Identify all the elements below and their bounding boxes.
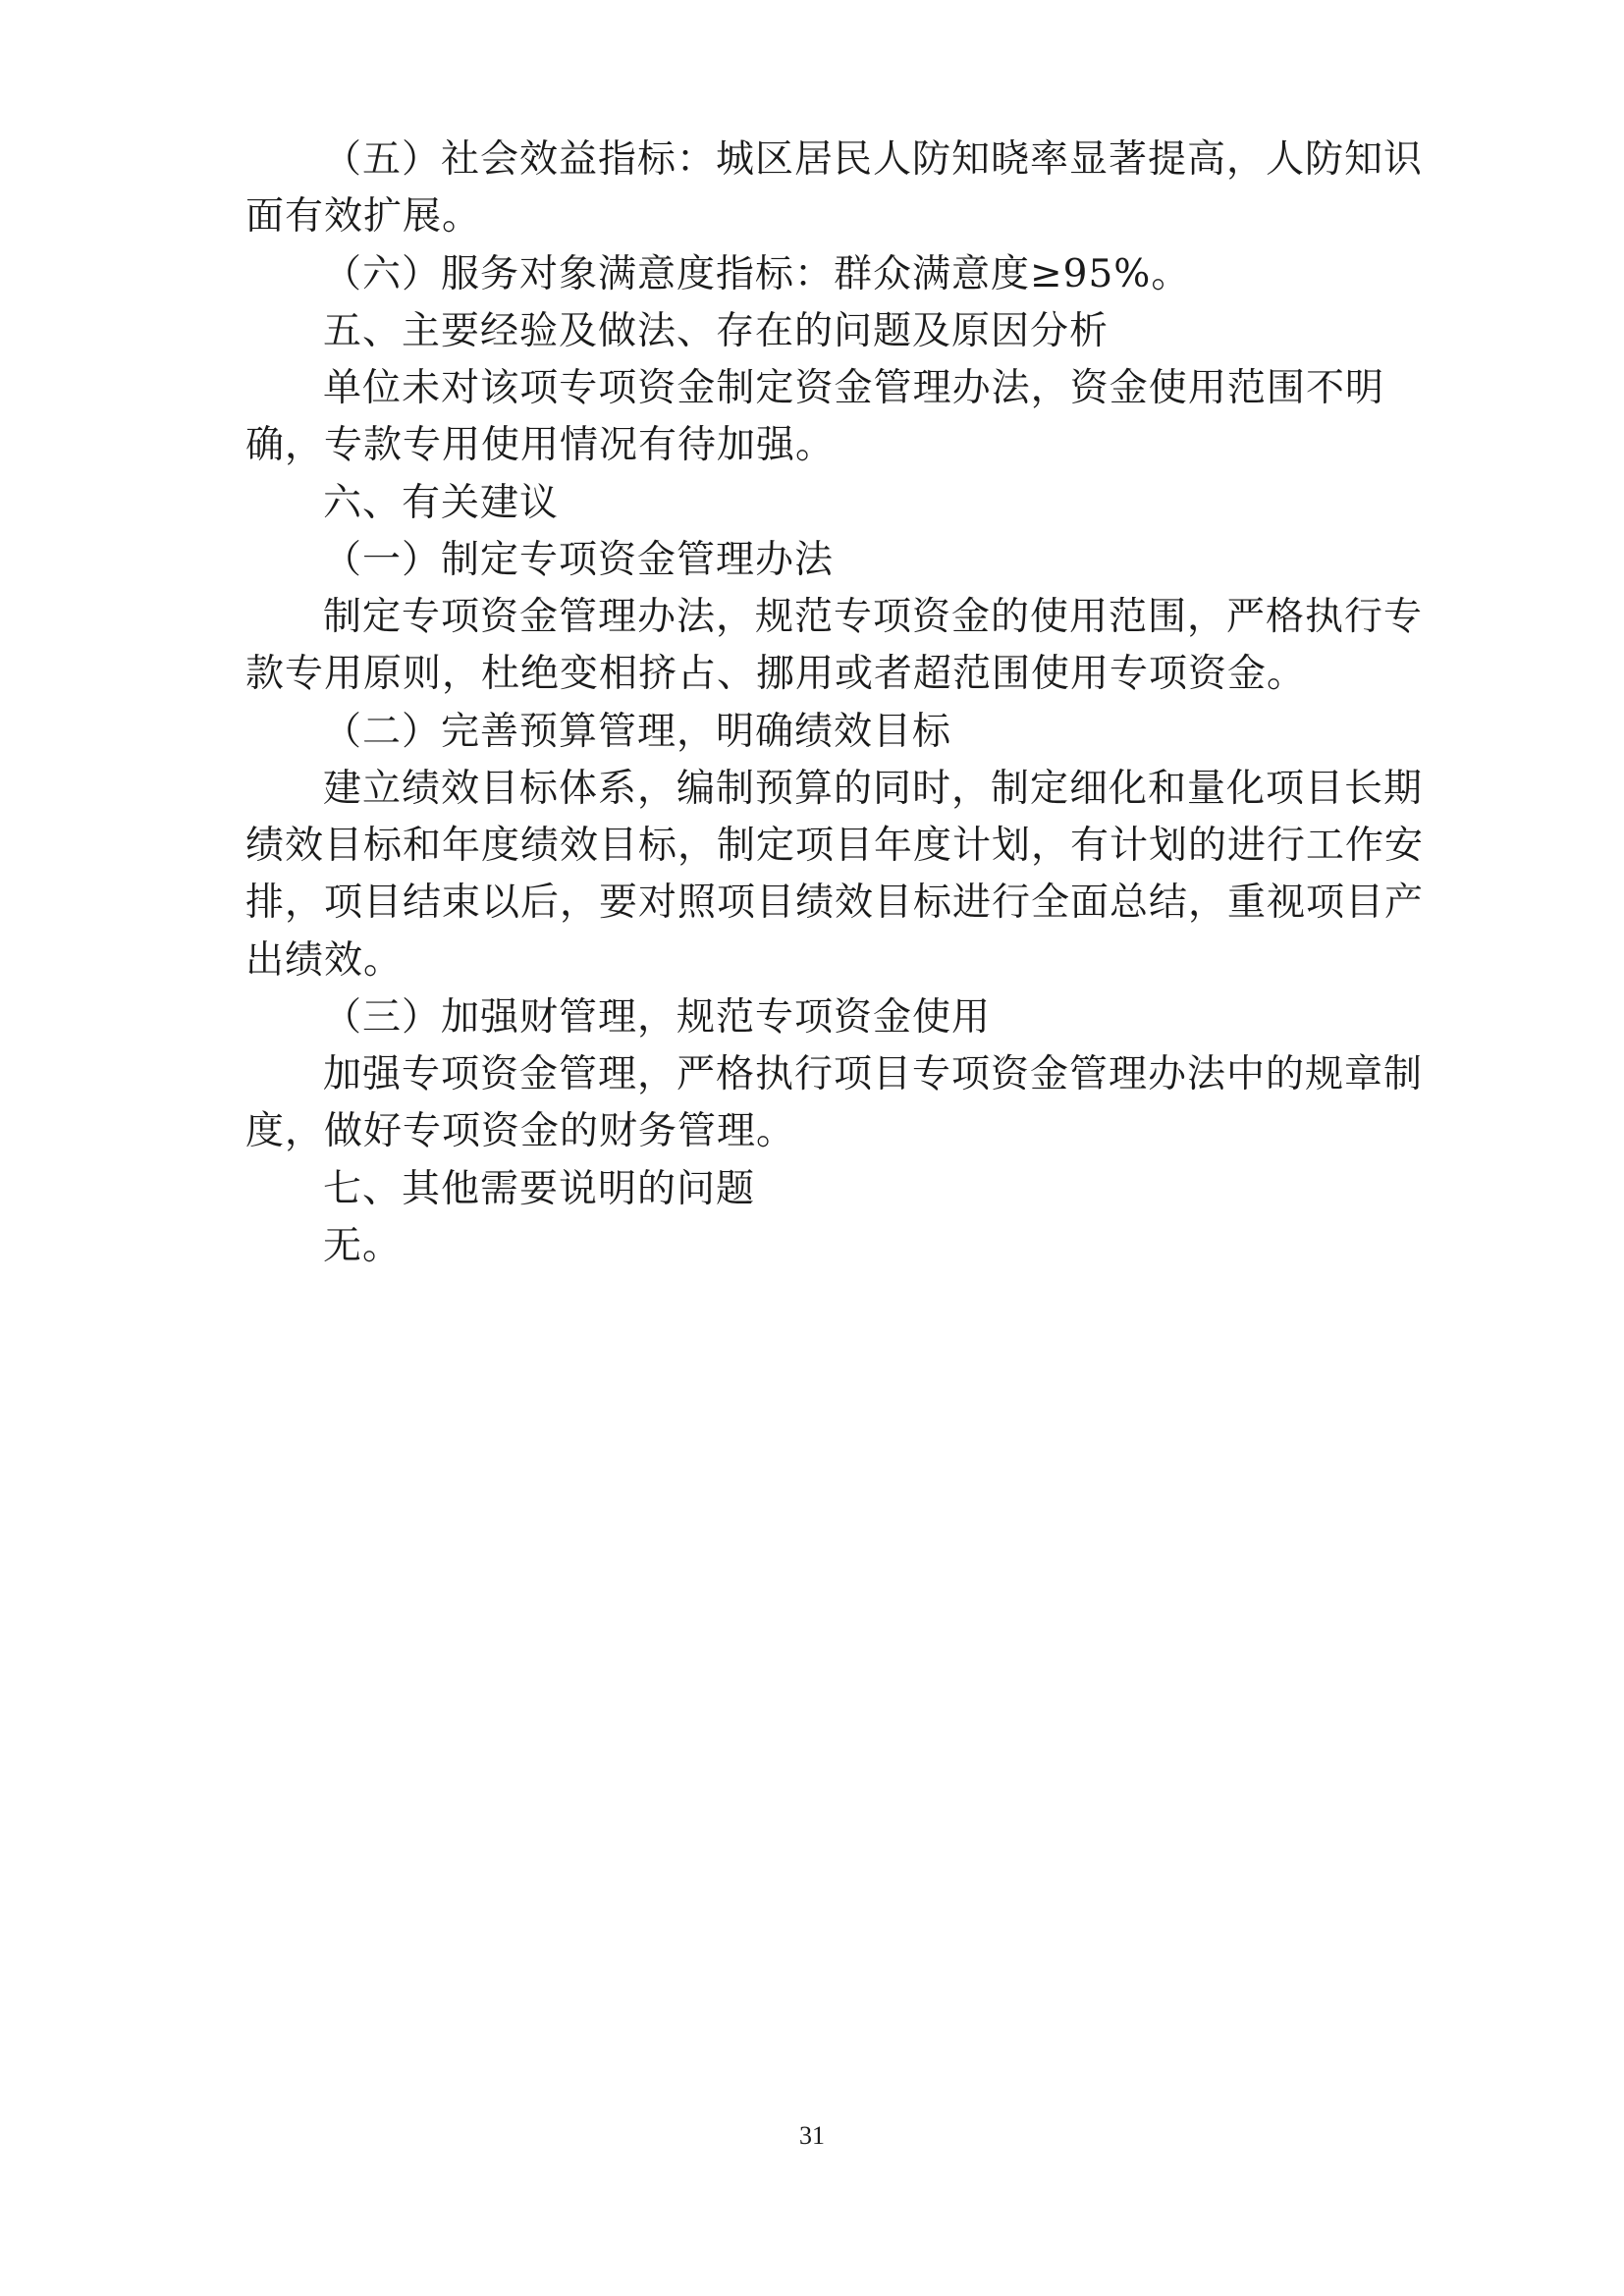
- paragraph-line: 出绩效。: [245, 938, 404, 983]
- paragraph-line: （五）社会效益指标：城区居民人防知晓率显著提高，人防知识: [323, 137, 1424, 182]
- subsection-heading: （一）制定专项资金管理办法: [323, 538, 835, 582]
- paragraph-line: 无。: [323, 1224, 403, 1268]
- paragraph-line: 确，专款专用使用情况有待加强。: [245, 423, 836, 467]
- page-number: 31: [799, 2121, 825, 2150]
- section-heading: 七、其他需要说明的问题: [323, 1167, 756, 1211]
- subsection-heading: （二）完善预算管理，明确绩效目标: [323, 710, 952, 754]
- paragraph-line: 款专用原则，杜绝变相挤占、挪用或者超范围使用专项资金。: [245, 652, 1307, 696]
- subsection-heading: （三）加强财管理，规范专项资金使用: [323, 995, 992, 1040]
- section-heading: 五、主要经验及做法、存在的问题及原因分析: [323, 309, 1110, 353]
- paragraph-line: 绩效目标和年度绩效目标，制定项目年度计划，有计划的进行工作安: [245, 824, 1425, 868]
- paragraph-line: 度，做好专项资金的财务管理。: [245, 1109, 796, 1153]
- section-heading: 六、有关建议: [323, 481, 560, 525]
- paragraph-line: 加强专项资金管理，严格执行项目专项资金管理办法中的规章制: [323, 1052, 1424, 1096]
- paragraph-line: 单位未对该项专项资金制定资金管理办法，资金使用范围不明: [323, 366, 1384, 410]
- paragraph-line: 面有效扩展。: [245, 194, 482, 239]
- paragraph-line: 排，项目结束以后，要对照项目绩效目标进行全面总结，重视项目产: [245, 881, 1425, 925]
- paragraph-line: 建立绩效目标体系，编制预算的同时，制定细化和量化项目长期: [323, 767, 1424, 811]
- paragraph-line: 制定专项资金管理办法，规范专项资金的使用范围，严格执行专: [323, 595, 1424, 639]
- paragraph-line: （六）服务对象满意度指标：群众满意度≥95%。: [323, 252, 1191, 296]
